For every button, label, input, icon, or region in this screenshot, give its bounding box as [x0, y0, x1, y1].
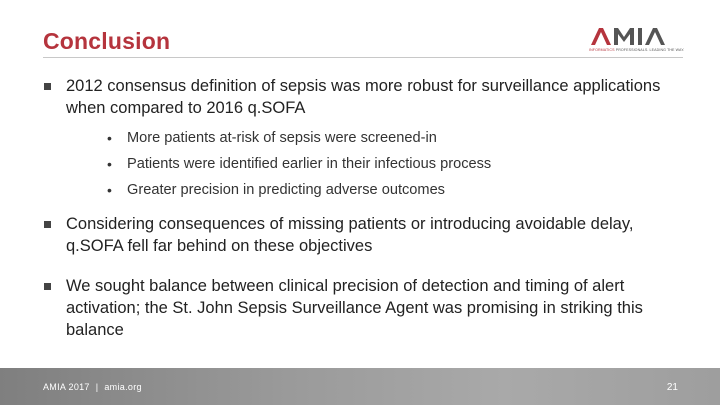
tagline-part-1: INFORMATICS	[589, 48, 615, 52]
bullet-list	[44, 75, 684, 341]
square-bullet-icon	[44, 221, 51, 228]
sub-bullet-text: Patients were identified earlier in their infectious process	[127, 156, 492, 172]
logo-tagline	[589, 48, 689, 52]
title-divider	[43, 57, 683, 58]
sub-bullet-list	[66, 125, 684, 203]
slide-title: Conclusion	[43, 28, 171, 54]
sub-bullet-text: More patients at-risk of sepsis were screened-in	[127, 130, 437, 146]
footer-bar	[0, 368, 720, 405]
dot-bullet-icon: •	[107, 182, 112, 198]
dot-bullet-icon: •	[107, 156, 112, 172]
bullet-item	[44, 75, 684, 203]
page-number: 21	[666, 382, 678, 393]
bullet-text: Considering consequences of missing patients or introducing avoidable delay, q.SOFA fell far behind on these objectives	[66, 215, 634, 255]
square-bullet-icon	[44, 283, 51, 290]
dot-bullet-icon: •	[107, 130, 112, 146]
footer-label	[43, 382, 142, 392]
sub-bullet-item	[66, 151, 684, 177]
amia-logo-icon	[589, 25, 684, 47]
tagline-part-2: PROFESSIONALS. LEADING THE WAY.	[615, 48, 685, 52]
sub-bullet-item	[66, 177, 684, 203]
bullet-item	[44, 213, 684, 257]
footer-site-link[interactable]: amia.org	[104, 382, 142, 392]
footer-event: AMIA 2017	[43, 382, 90, 392]
bullet-text: We sought balance between clinical precision of detection and timing of alert activation; the St. John Sepsis Surveillance Agent was promising in striking this balance	[66, 277, 643, 339]
footer-separator: |	[95, 382, 99, 392]
bullet-text: 2012 consensus definition of sepsis was more robust for surveillance applications when compared to 2016 q.SOFA	[66, 77, 661, 117]
bullet-item	[44, 275, 684, 341]
sub-bullet-item	[66, 125, 684, 151]
sub-bullet-text: Greater precision in predicting adverse outcomes	[127, 182, 445, 198]
square-bullet-icon	[44, 83, 51, 90]
